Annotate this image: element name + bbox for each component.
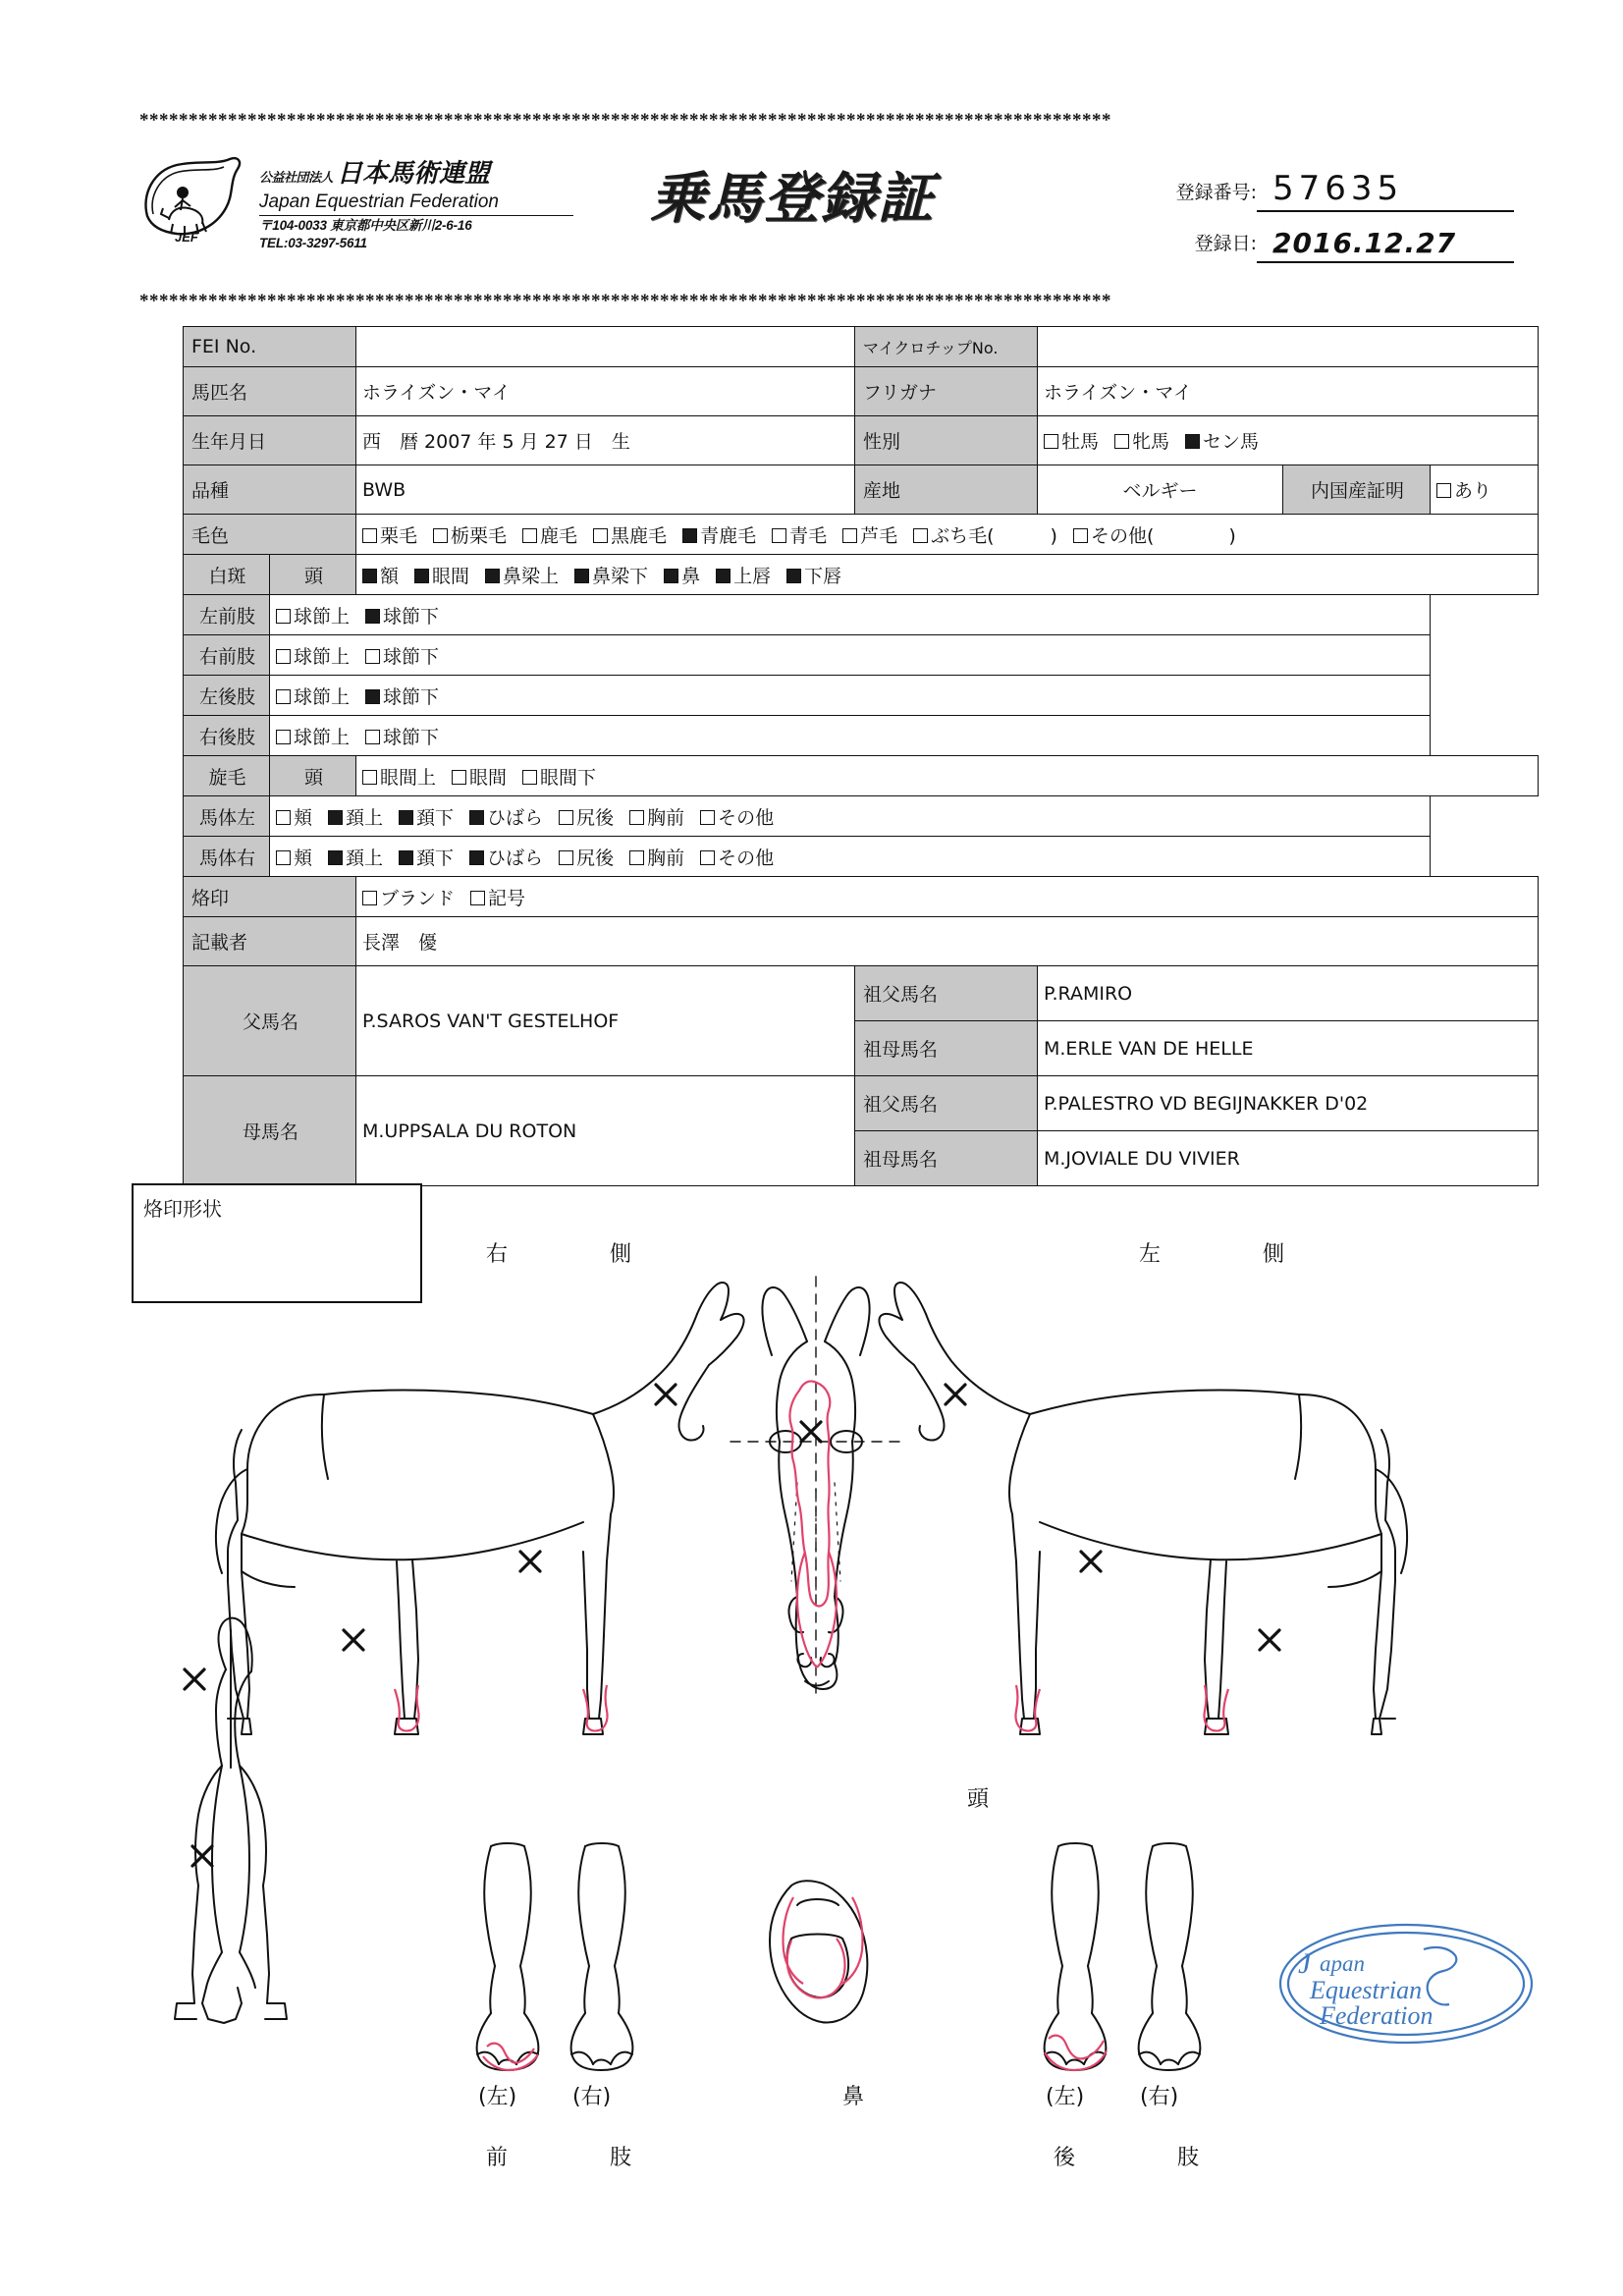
limb-label: 左後肢 — [184, 676, 270, 716]
checkbox-icon[interactable] — [574, 569, 589, 583]
checkbox-option[interactable] — [664, 562, 700, 588]
checkbox-label: セン馬 — [1203, 431, 1260, 453]
sex-label: 性別 — [855, 416, 1038, 465]
limb-label: 右後肢 — [184, 716, 270, 756]
svg-text:J: J — [1298, 1947, 1312, 1980]
checkbox-label: 頬 — [294, 847, 313, 869]
whorl-side-label: 馬体左 — [184, 796, 270, 837]
label-hind-left: (左) — [1046, 2085, 1085, 2109]
checkbox-label: 黒鹿毛 — [611, 524, 668, 547]
label-head: 頭 — [967, 1787, 990, 1812]
breed-value[interactable]: BWB — [356, 465, 855, 515]
checkbox-icon[interactable] — [365, 689, 380, 704]
fei-no-label: FEI No. — [184, 327, 356, 367]
checkbox-icon[interactable] — [452, 770, 466, 785]
brand-options — [356, 877, 1539, 917]
markings-head-checkbox-group[interactable] — [362, 562, 1532, 588]
checkbox-icon[interactable] — [433, 528, 448, 543]
registration-block — [1121, 161, 1514, 263]
row-markings-head — [184, 555, 1539, 595]
dam-dam-value[interactable]: M.JOVIALE DU VIVIER — [1038, 1131, 1539, 1186]
svg-text:Equestrian: Equestrian — [1310, 1976, 1423, 2004]
limb-label: 右前肢 — [184, 635, 270, 676]
checkbox-label: 額 — [380, 565, 400, 587]
org-prefix: 公益社団法人 — [259, 170, 334, 185]
checkbox-option[interactable] — [399, 844, 454, 870]
checkbox-label: 眼間上 — [380, 766, 437, 789]
sire-sire-label: 祖父馬名 — [855, 966, 1038, 1021]
checkbox-icon[interactable] — [772, 528, 786, 543]
checkbox-label: 胸前 — [647, 806, 685, 829]
checkbox-option[interactable] — [1185, 427, 1259, 454]
sire-value[interactable]: P.SAROS VAN'T GESTELHOF — [356, 966, 855, 1076]
checkbox-label: 球節下 — [383, 645, 440, 668]
markings-head-options — [356, 555, 1539, 595]
checkbox-option[interactable] — [276, 803, 312, 830]
sire-label: 父馬名 — [184, 966, 356, 1076]
checkbox-option[interactable] — [276, 602, 350, 629]
row-recorder — [184, 917, 1539, 966]
label-left-side: 左 側 — [1139, 1242, 1305, 1267]
whorl-head-label: 頭 — [270, 756, 356, 796]
birthdate-label: 生年月日 — [184, 416, 356, 465]
row-fei-no — [184, 327, 1539, 367]
checkbox-option[interactable] — [593, 521, 667, 548]
whorl-side-label: 馬体右 — [184, 837, 270, 877]
checkbox-label: 記号 — [488, 887, 526, 909]
registration-number-value: 57635 — [1257, 169, 1514, 212]
registration-date-value: 2016.12.27 — [1257, 227, 1514, 263]
markings-head-label: 頭 — [270, 555, 356, 595]
organization-name-en: Japan Equestrian Federation — [259, 191, 499, 212]
checkbox-icon[interactable] — [469, 810, 484, 825]
whorl-checkbox-group[interactable] — [276, 844, 1424, 870]
checkbox-icon[interactable] — [469, 850, 484, 865]
checkbox-icon[interactable] — [276, 730, 291, 744]
limb-checkbox-group[interactable] — [276, 642, 1424, 669]
checkbox-icon[interactable] — [362, 528, 377, 543]
whorl-checkbox-group[interactable] — [276, 803, 1424, 830]
checkbox-label: 鹿毛 — [540, 524, 578, 547]
checkbox-option[interactable] — [328, 803, 383, 830]
checkbox-icon[interactable] — [485, 569, 500, 583]
checkbox-label: 球節上 — [294, 726, 351, 748]
label-hindlimb: 後 肢 — [1054, 2146, 1219, 2170]
checkbox-icon[interactable] — [414, 569, 429, 583]
checkbox-label: 牝馬 — [1132, 431, 1170, 453]
whorl-body-row — [184, 796, 1539, 837]
checkbox-option[interactable] — [716, 562, 771, 588]
checkbox-option[interactable] — [452, 763, 507, 790]
recorder-value[interactable]: 長澤 優 — [356, 917, 1539, 966]
organization-name-jp — [259, 153, 593, 190]
checkbox-option[interactable] — [362, 562, 399, 588]
checkbox-option[interactable] — [399, 803, 454, 830]
dam-value[interactable]: M.UPPSALA DU ROTON — [356, 1076, 855, 1186]
markings-limb-row — [184, 635, 1539, 676]
checkbox-label: あり — [1454, 480, 1492, 502]
registration-number-label: 登録番号: — [1175, 182, 1257, 203]
checkbox-label: ブランド — [380, 887, 456, 909]
checkbox-icon[interactable] — [276, 850, 291, 865]
checkbox-icon[interactable] — [276, 609, 291, 624]
checkbox-label: 球節下 — [383, 605, 440, 628]
checkbox-label: ひばら — [487, 806, 544, 829]
organization-address: 〒104-0033 東京都中央区新川2-6-16 — [259, 218, 472, 233]
checkbox-option[interactable] — [700, 844, 774, 870]
checkbox-option[interactable] — [276, 844, 312, 870]
checkbox-label: 頚下 — [416, 806, 455, 829]
registration-date-row — [1121, 212, 1514, 263]
checkbox-icon[interactable] — [328, 850, 343, 865]
markings-limb-row — [184, 595, 1539, 635]
checkbox-icon[interactable] — [365, 730, 380, 744]
checkbox-icon[interactable] — [1185, 434, 1200, 449]
brand-checkbox-group[interactable] — [362, 884, 1532, 910]
sex-options — [1038, 416, 1539, 465]
checkbox-label: 下唇 — [804, 565, 842, 587]
checkbox-label: 眼間 — [469, 766, 508, 789]
checkbox-option[interactable] — [414, 562, 469, 588]
checkbox-option[interactable] — [365, 723, 439, 749]
row-coat-color — [184, 515, 1539, 555]
horse-name-value[interactable]: ホライズン・マイ — [356, 367, 855, 416]
checkbox-label: 栗毛 — [380, 524, 418, 547]
star-divider-bottom: *************************************************************************************************** — [139, 291, 1111, 311]
brand-shape-label: 烙印形状 — [143, 1197, 222, 1221]
domestic-certificate-label: 内国産証明 — [1283, 465, 1431, 515]
checkbox-label: 鼻梁上 — [503, 565, 560, 587]
checkbox-icon[interactable] — [1114, 434, 1129, 449]
limb-options — [270, 635, 1431, 676]
label-fore-left: (左) — [478, 2085, 517, 2109]
birthdate-value[interactable]: 西 暦 2007 年 5 月 27 日 生 — [356, 416, 855, 465]
checkbox-option[interactable] — [522, 763, 596, 790]
checkbox-icon[interactable] — [629, 850, 644, 865]
checkbox-option[interactable] — [786, 562, 841, 588]
checkbox-icon[interactable] — [328, 810, 343, 825]
checkbox-label: 栃栗毛 — [451, 524, 508, 547]
checkbox-label: 青鹿毛 — [700, 524, 757, 547]
checkbox-option[interactable] — [470, 884, 525, 910]
checkbox-label: 球節上 — [294, 605, 351, 628]
markings-limb-row — [184, 716, 1539, 756]
checkbox-label: その他 — [718, 847, 775, 869]
svg-text:Federation: Federation — [1320, 2001, 1434, 2030]
markings-limb-row — [184, 676, 1539, 716]
checkbox-option[interactable] — [1073, 521, 1236, 548]
checkbox-option[interactable] — [469, 844, 543, 870]
dam-label: 母馬名 — [184, 1076, 356, 1186]
whorl-side-options — [270, 837, 1431, 877]
checkbox-icon[interactable] — [276, 689, 291, 704]
checkbox-option[interactable] — [842, 521, 897, 548]
checkbox-option[interactable] — [522, 521, 577, 548]
checkbox-icon[interactable] — [362, 770, 377, 785]
limb-label: 左前肢 — [184, 595, 270, 635]
limb-checkbox-group[interactable] — [276, 602, 1424, 629]
checkbox-icon[interactable] — [842, 528, 857, 543]
checkbox-option[interactable] — [559, 844, 614, 870]
checkbox-label: 鼻 — [681, 565, 701, 587]
checkbox-icon[interactable] — [276, 810, 291, 825]
limb-checkbox-group[interactable] — [276, 683, 1424, 709]
checkbox-option[interactable] — [574, 562, 648, 588]
origin-label: 産地 — [855, 465, 1038, 515]
checkbox-option[interactable] — [559, 803, 614, 830]
organization-divider — [259, 215, 573, 216]
checkbox-label: 牡馬 — [1061, 431, 1100, 453]
checkbox-icon[interactable] — [559, 850, 573, 865]
sire-dam-label: 祖母馬名 — [855, 1021, 1038, 1076]
registration-date-label: 登録日: — [1194, 233, 1257, 254]
checkbox-option[interactable] — [1436, 476, 1491, 503]
checkbox-icon[interactable] — [399, 810, 413, 825]
checkbox-option[interactable] — [362, 521, 417, 548]
row-horse-name — [184, 367, 1539, 416]
limb-options — [270, 676, 1431, 716]
checkbox-option[interactable] — [1114, 427, 1169, 454]
checkbox-option[interactable] — [682, 521, 756, 548]
checkbox-icon[interactable] — [786, 569, 801, 583]
furigana-label: フリガナ — [855, 367, 1038, 416]
brand-label: 烙印 — [184, 877, 356, 917]
document-header — [139, 147, 1514, 285]
checkbox-icon[interactable] — [629, 810, 644, 825]
checkbox-label: 球節上 — [294, 645, 351, 668]
checkbox-option[interactable] — [365, 602, 439, 629]
label-nose: 鼻 — [842, 2085, 865, 2109]
checkbox-icon[interactable] — [716, 569, 730, 583]
checkbox-icon[interactable] — [276, 649, 291, 664]
checkbox-label: 鼻梁下 — [592, 565, 649, 587]
checkbox-option[interactable] — [1044, 427, 1099, 454]
checkbox-option[interactable] — [276, 723, 350, 749]
dam-sire-label: 祖父馬名 — [855, 1076, 1038, 1131]
checkbox-icon[interactable] — [522, 770, 537, 785]
checkbox-icon[interactable] — [700, 810, 715, 825]
label-right-side: 右 側 — [486, 1242, 652, 1267]
markings-limb-rows — [184, 595, 1539, 756]
checkbox-option[interactable] — [485, 562, 559, 588]
horse-rear-view-figure — [175, 1618, 287, 2023]
checkbox-option[interactable] — [469, 803, 543, 830]
checkbox-icon[interactable] — [559, 810, 573, 825]
checkbox-option[interactable] — [362, 763, 436, 790]
microchip-label: マイクロチップNo. — [855, 327, 1038, 367]
checkbox-label: 胸前 — [647, 847, 685, 869]
whorl-body-rows — [184, 796, 1539, 877]
checkbox-icon[interactable] — [362, 569, 377, 583]
checkbox-option[interactable] — [365, 683, 439, 709]
checkbox-label: 頚下 — [416, 847, 455, 869]
document-title: 乗馬登録証 — [650, 167, 935, 231]
fore-legs-figure — [477, 1843, 633, 2070]
label-hind-right: (右) — [1140, 2085, 1179, 2109]
row-brand — [184, 877, 1539, 917]
limb-checkbox-group[interactable] — [276, 723, 1424, 749]
checkbox-icon[interactable] — [399, 850, 413, 865]
checkbox-icon[interactable] — [664, 569, 678, 583]
horse-marking-diagram — [0, 1242, 1623, 2170]
horse-name-label: 馬匹名 — [184, 367, 356, 416]
row-breed-origin — [184, 465, 1539, 515]
checkbox-label: 頬 — [294, 806, 313, 829]
domestic-checkbox[interactable] — [1436, 476, 1532, 503]
horse-registration-table — [183, 326, 1539, 1186]
svg-text:JEF: JEF — [175, 230, 198, 244]
domestic-certificate-option — [1431, 465, 1539, 515]
sire-sire-value[interactable]: P.RAMIRO — [1038, 966, 1539, 1021]
checkbox-option[interactable] — [276, 642, 350, 669]
coat-color-options — [356, 515, 1539, 555]
checkbox-label: その他 — [718, 806, 775, 829]
checkbox-option[interactable] — [365, 642, 439, 669]
recorder-label: 記載者 — [184, 917, 356, 966]
checkbox-icon[interactable] — [522, 528, 537, 543]
row-birthdate-sex — [184, 416, 1539, 465]
checkbox-label: 頚上 — [346, 847, 384, 869]
checkbox-icon[interactable] — [913, 528, 928, 543]
sire-dam-value[interactable]: M.ERLE VAN DE HELLE — [1038, 1021, 1539, 1076]
checkbox-label: 芦毛 — [860, 524, 898, 547]
checkbox-label: 球節上 — [294, 685, 351, 708]
coat-color-label: 毛色 — [184, 515, 356, 555]
checkbox-option[interactable] — [362, 884, 455, 910]
whorl-x-marks — [185, 1385, 1279, 1866]
checkbox-icon[interactable] — [700, 850, 715, 865]
star-divider-top: *************************************************************************************************** — [139, 110, 1111, 131]
checkbox-icon[interactable] — [1044, 434, 1058, 449]
checkbox-label: その他( ) — [1090, 524, 1236, 547]
whorl-head-options — [356, 756, 1539, 796]
fei-no-value[interactable] — [356, 327, 855, 367]
checkbox-icon[interactable] — [682, 528, 697, 543]
checkbox-label: ひばら — [487, 847, 544, 869]
whorl-side-options — [270, 796, 1431, 837]
checkbox-icon[interactable] — [362, 891, 377, 905]
checkbox-option[interactable] — [772, 521, 827, 548]
checkbox-icon[interactable] — [1436, 483, 1451, 498]
organization-tel: TEL:03-3297-5611 — [259, 235, 367, 250]
org-name-jp: 日本馬術連盟 — [337, 158, 491, 188]
label-forelimb: 前 肢 — [486, 2146, 652, 2170]
hind-legs-figure — [1045, 1843, 1201, 2070]
furigana-value[interactable]: ホライズン・マイ — [1038, 367, 1539, 416]
limb-options — [270, 595, 1431, 635]
checkbox-label: 眼間 — [432, 565, 470, 587]
whorl-label: 旋毛 — [184, 756, 270, 796]
whorl-head-checkbox-group[interactable] — [362, 763, 1532, 790]
checkbox-icon[interactable] — [365, 609, 380, 624]
checkbox-option[interactable] — [276, 683, 350, 709]
registration-number-row — [1121, 161, 1514, 212]
checkbox-icon[interactable] — [1073, 528, 1088, 543]
horse-right-side-figure — [216, 1283, 744, 1734]
row-sire-sire — [184, 966, 1539, 1021]
sex-checkbox-group[interactable] — [1044, 427, 1532, 454]
whorl-body-row — [184, 837, 1539, 877]
svg-text:apan: apan — [1320, 1951, 1365, 1976]
breed-label: 品種 — [184, 465, 356, 515]
checkbox-label: 尻後 — [576, 806, 615, 829]
checkbox-label: 青毛 — [789, 524, 828, 547]
checkbox-label: 上唇 — [733, 565, 772, 587]
organization-block — [259, 153, 593, 251]
checkbox-icon[interactable] — [593, 528, 608, 543]
white-markings-label: 白斑 — [184, 555, 270, 595]
checkbox-label: 頚上 — [346, 806, 384, 829]
horse-left-side-figure — [879, 1283, 1407, 1734]
checkbox-option[interactable] — [629, 844, 684, 870]
checkbox-option[interactable] — [328, 844, 383, 870]
coat-color-checkbox-group[interactable] — [362, 521, 1532, 548]
checkbox-option[interactable] — [629, 803, 684, 830]
jef-logo-icon — [139, 155, 249, 244]
row-whorl-head — [184, 756, 1539, 796]
checkbox-label: ぶち毛( ) — [931, 524, 1057, 547]
checkbox-option[interactable] — [700, 803, 774, 830]
label-fore-right: (右) — [572, 2085, 612, 2109]
checkbox-icon[interactable] — [470, 891, 485, 905]
checkbox-option[interactable] — [433, 521, 507, 548]
checkbox-label: 尻後 — [576, 847, 615, 869]
limb-options — [270, 716, 1431, 756]
row-dam-sire — [184, 1076, 1539, 1131]
checkbox-label: 球節下 — [383, 685, 440, 708]
dam-sire-value[interactable]: P.PALESTRO VD BEGIJNAKKER D'02 — [1038, 1076, 1539, 1131]
checkbox-label: 眼間下 — [540, 766, 597, 789]
checkbox-label: 球節下 — [383, 726, 440, 748]
dam-dam-label: 祖母馬名 — [855, 1131, 1038, 1186]
checkbox-icon[interactable] — [365, 649, 380, 664]
microchip-value[interactable] — [1038, 327, 1539, 367]
origin-value[interactable]: ベルギー — [1038, 465, 1283, 515]
checkbox-option[interactable] — [913, 521, 1057, 548]
